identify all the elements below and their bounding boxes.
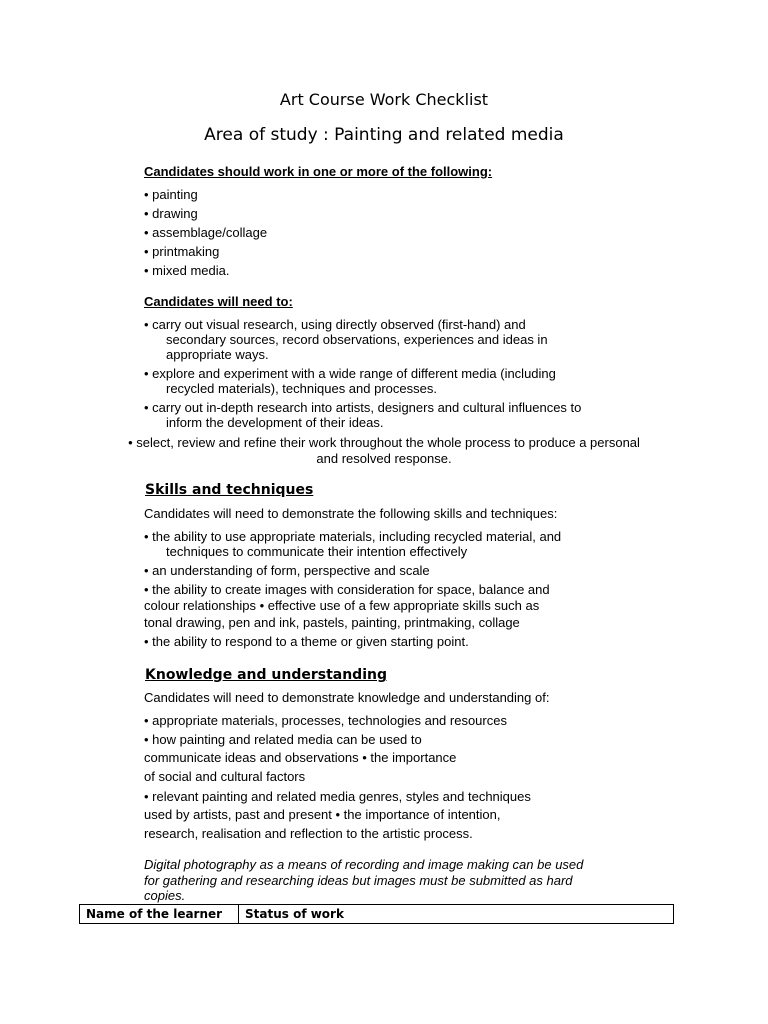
table-row [80, 905, 674, 924]
skills-line: colour relationships • effective use of a few appropriate skills such as [144, 598, 540, 613]
section2-line: • select, review and refine their work throughout the whole process to produce a personal [128, 435, 640, 450]
section2-line: • explore and experiment with a wide range of different media (including [144, 366, 556, 381]
document-subtitle: Area of study : Painting and related media [204, 125, 564, 145]
document-title: Art Course Work Checklist [279, 90, 489, 109]
note-line: for gathering and researching ideas but images must be submitted as hard [144, 873, 573, 888]
skills-line: • the ability to create images with consideration for space, balance and [144, 582, 550, 597]
note-line: copies. [144, 888, 186, 903]
list-item: • painting [144, 187, 198, 202]
section2-line: appropriate ways. [166, 347, 269, 362]
skills-line: techniques to communicate their intention effectively [166, 544, 468, 559]
knowledge-line: • relevant painting and related media genres, styles and techniques [144, 789, 531, 804]
section2-line: secondary sources, record observations, experiences and ideas in [166, 332, 548, 347]
knowledge-line: research, realisation and reflection to the artistic process. [144, 826, 473, 841]
note-line: Digital photography as a means of recording and image making can be used [144, 857, 584, 872]
knowledge-line: used by artists, past and present • the importance of intention, [144, 807, 501, 822]
skills-heading: Skills and techniques [145, 482, 314, 498]
knowledge-line: • how painting and related media can be used to [144, 732, 422, 747]
knowledge-line: Candidates will need to demonstrate knowledge and understanding of: [144, 690, 550, 705]
list-item: • printmaking [144, 244, 220, 259]
skills-line: Candidates will need to demonstrate the following skills and techniques: [144, 506, 558, 521]
section2-line: • carry out visual research, using directly observed (first-hand) and [144, 317, 526, 332]
knowledge-heading: Knowledge and understanding [145, 667, 387, 683]
section1-heading: Candidates should work in one or more of the following: [144, 164, 493, 179]
list-item: • mixed media. [144, 263, 230, 278]
table-header-status: Status of work [239, 905, 674, 924]
skills-line: • the ability to respond to a theme or given starting point. [144, 634, 469, 649]
section2-line: • carry out in-depth research into artists, designers and cultural influences to [144, 400, 582, 415]
list-item: • assemblage/collage [144, 225, 268, 240]
skills-line: tonal drawing, pen and ink, pastels, painting, printmaking, collage [144, 615, 520, 630]
table-header-name: Name of the learner [80, 905, 239, 924]
section2-line: and resolved response. [316, 451, 452, 466]
knowledge-line: communicate ideas and observations • the importance [144, 750, 457, 765]
learner-table [79, 904, 674, 924]
skills-line: • the ability to use appropriate materials, including recycled material, and [144, 529, 562, 544]
knowledge-line: • appropriate materials, processes, technologies and resources [144, 713, 507, 728]
section2-heading: Candidates will need to: [144, 294, 293, 309]
skills-line: • an understanding of form, perspective and scale [144, 563, 430, 578]
list-item: • drawing [144, 206, 198, 221]
section2-line: recycled materials), techniques and processes. [166, 381, 437, 396]
section2-line: inform the development of their ideas. [166, 415, 384, 430]
knowledge-line: of social and cultural factors [144, 769, 306, 784]
